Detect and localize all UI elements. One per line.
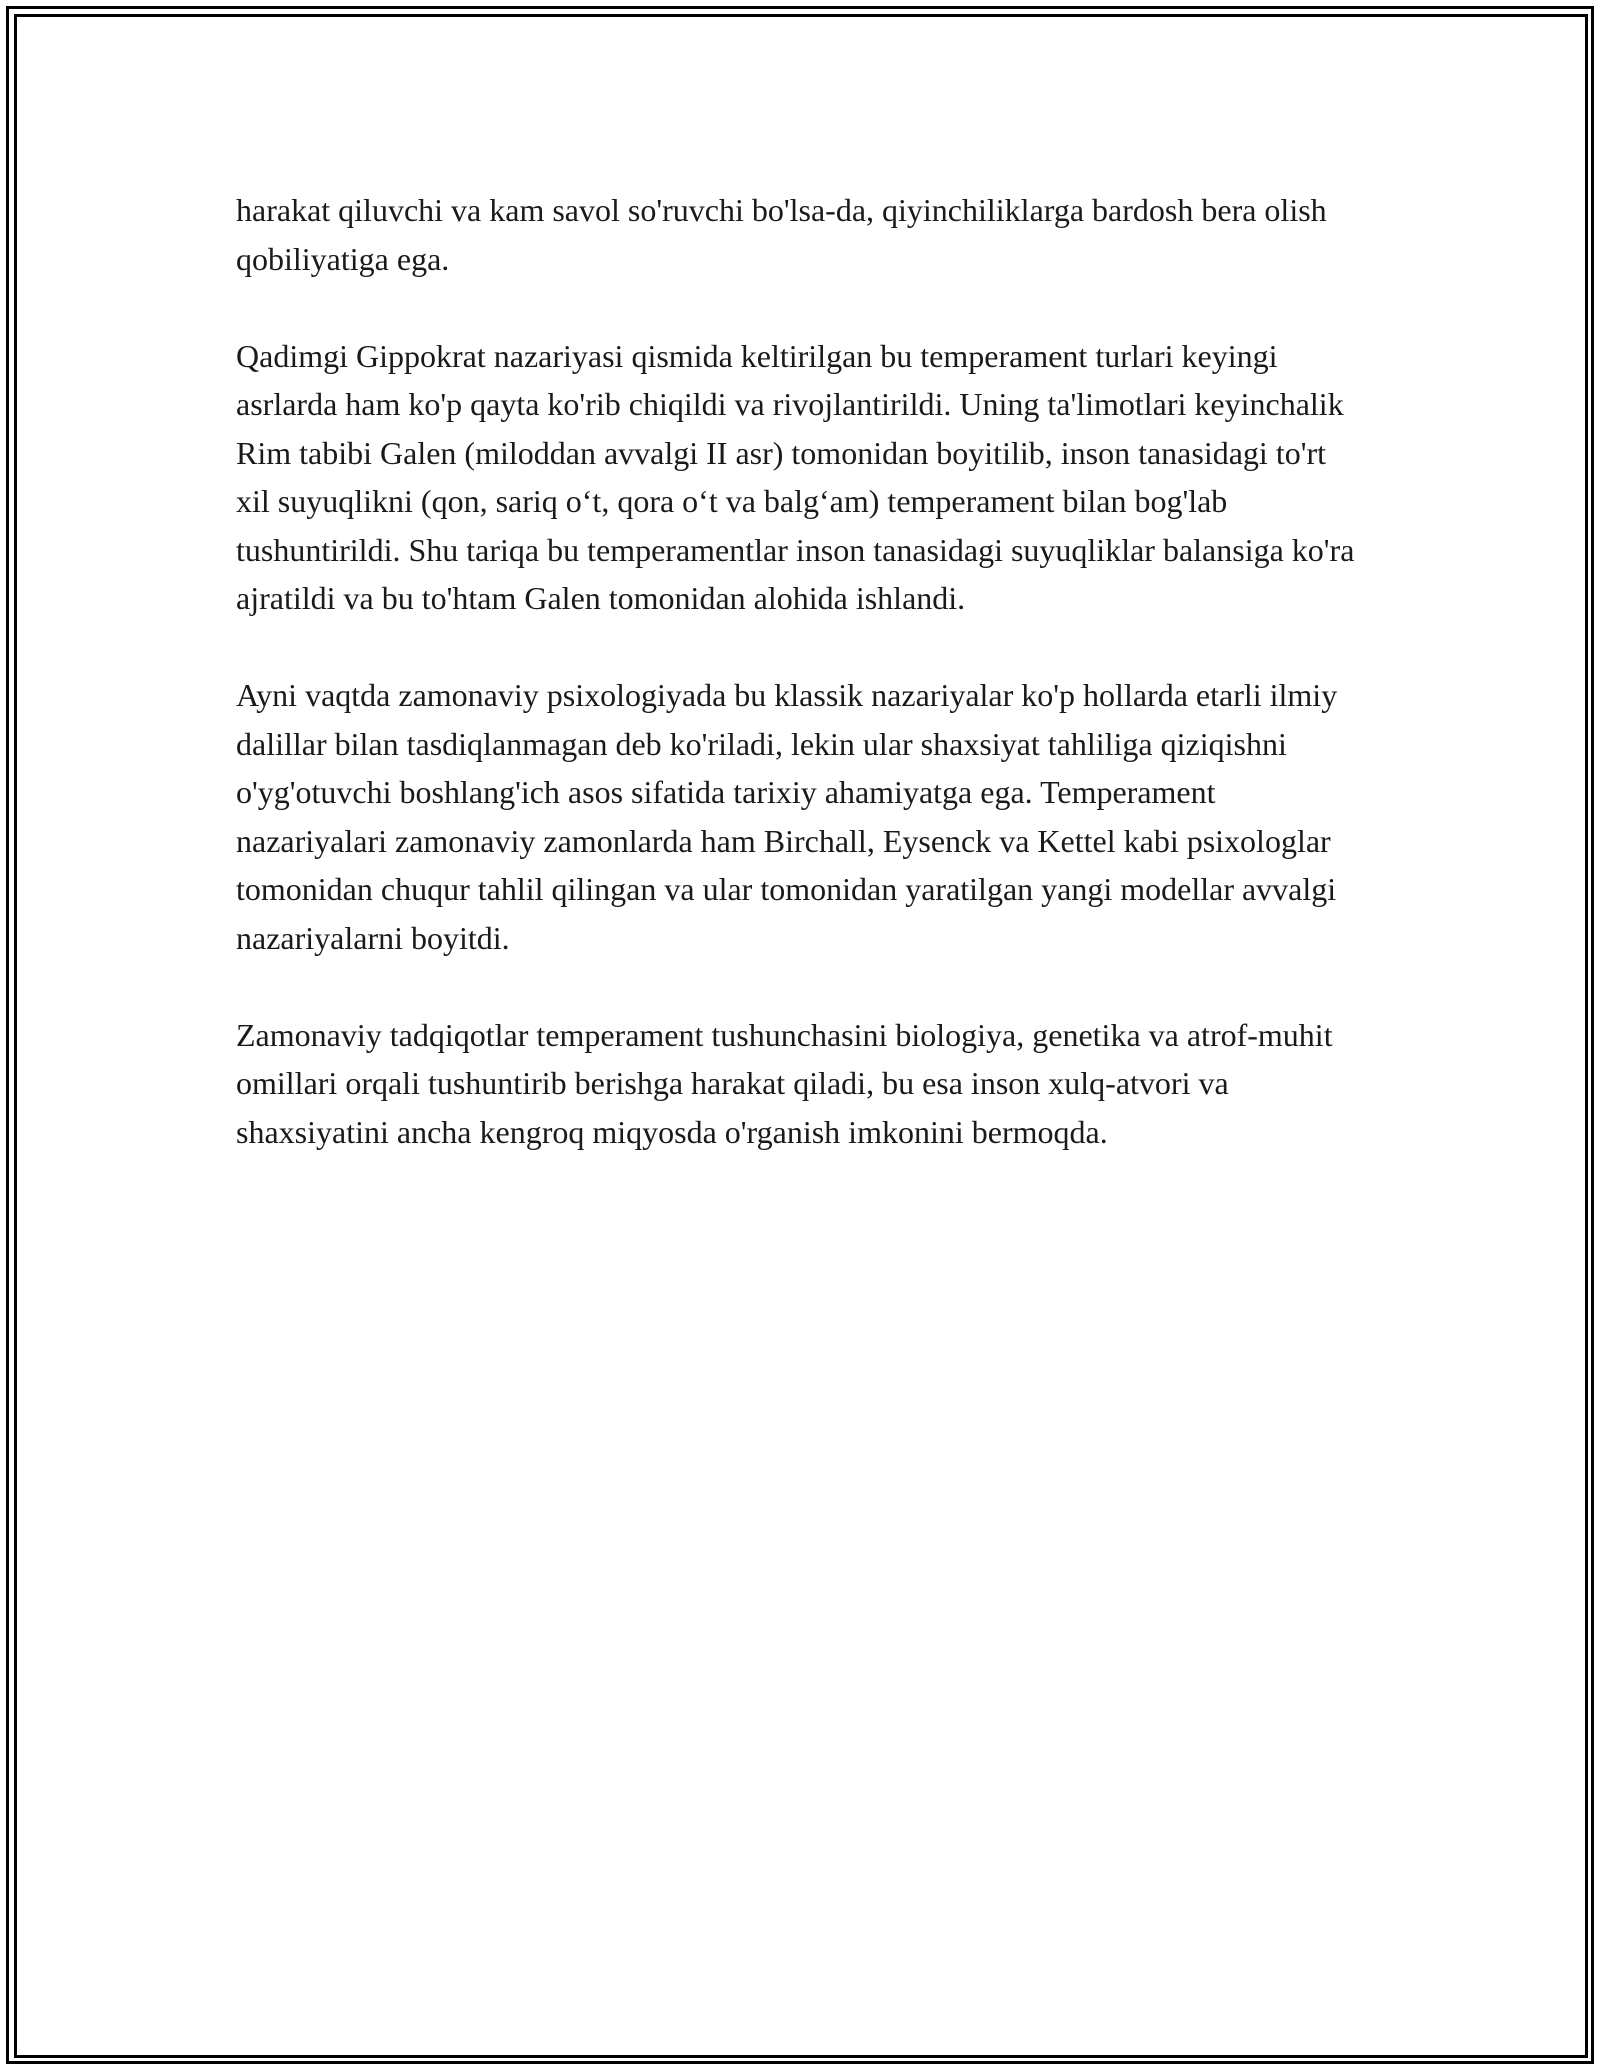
paragraph: Qadimgi Gippokrat nazariyasi qismida keltirilgan bu temperament turlari keyingi asrlarda ham ko'p qayta ko'rib chiqildi va rivojlantirildi. Uning ta'limotlari keyinchalik Rim tabibi Galen (miloddan avvalgi II asr) tomonidan boyitilib, inson tanasidagi to'rt xil suyuqlikni (qon, sariq o‘t, qora o‘t va balg‘am) temperament bilan bog'lab tushuntirildi. Shu tariqa bu temperamentlar inson tanasidagi suyuqliklar balansiga ko'ra ajratildi va bu to'htam Galen tomonidan alohida ishlandi. [236, 337, 1355, 616]
paragraph: harakat qiluvchi va kam savol so'ruvchi bo'lsa-da, qiyinchiliklarga bardosh bera olish qobiliyatiga ega. [236, 192, 1327, 277]
paragraph: Zamonaviy tadqiqotlar temperament tushunchasini biologiya, genetika va atrof-muhit omillari orqali tushuntirib berishga harakat qiladi, bu esa inson xulq-atvori va shaxsiyatini ancha kengroq miqyosda o'rganish imkonini bermoqda. [236, 1016, 1333, 1150]
paragraph: Ayni vaqtda zamonaviy psixologiyada bu klassik nazariyalar ko'p hollarda etarli ilmiy dalillar bilan tasdiqlanmagan deb ko'riladi, lekin ular shaxsiyat tahliliga qiziqishni o'yg'otuvchi boshlang'ich asos sifatida tarixiy ahamiyatga ega. Temperament nazariyalari zamonaviy zamonlarda ham Birchall, Eysenck va Kettel kabi psixologlar tomonidan chuqur tahlil qilingan va ular tomonidan yaratilgan yangi modellar avvalgi nazariyalarni boyitdi. [236, 677, 1338, 956]
document-body [236, 186, 1366, 1205]
